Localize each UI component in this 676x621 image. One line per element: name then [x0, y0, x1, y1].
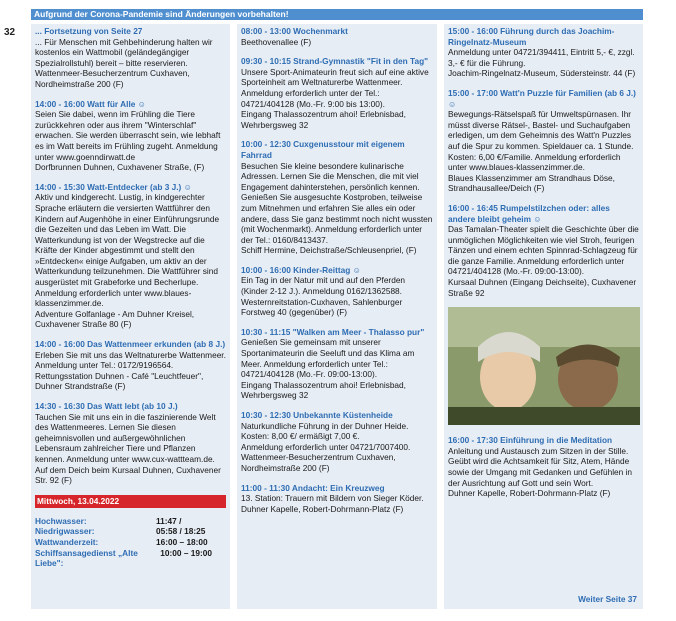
continuation-heading: ... Fortsetzung von Seite 27	[35, 26, 143, 36]
event-description: Genießen Sie gemeinsam mit unserer Sportanimateurin die Seeluft und das Klima am Meer. Anmeldung erforderlich unter Tel.: 04721/404128 (Mo.-Fr. 09:00-13:00). Eingang Thalassozentrum ahoi! Erlebnisbad, Wehrbergsweg 32	[241, 337, 415, 401]
event-description: Besuchen Sie kleine besondere kulinarische Adressen. Lernen Sie die Menschen, die mit viel Engagement dahinterstehen, persönlich kennen. Genießen Sie ausgesuchte Kostproben, teilweise zum Mitnehmen und erfahren Sie alles ein oder andere, dass Sie ganz bestimmt noch nicht wussten (mit Wochenmarkt). Anmeldung erforderlich unter der Tel.: 0160/8413437. Schiff Hermine, Deichstraße/Schleusenpriel, (F)	[241, 160, 433, 256]
event-entry	[448, 26, 639, 79]
event-heading: 14:00 - 16:00 Das Wattenmeer erkunden (ab 8 J.)	[35, 339, 226, 350]
event-entry	[448, 435, 639, 499]
event-heading: 09:30 - 10:15 Strand-Gymnastik "Fit in den Tag"	[241, 56, 429, 67]
tide-value: 10:00 – 19:00	[160, 547, 212, 558]
event-list	[448, 26, 639, 298]
event-entry	[241, 410, 433, 474]
event-heading: 08:00 - 13:00 Wochenmarkt	[241, 26, 348, 36]
event-heading: 16:00 - 17:30 Einführung in die Meditation	[448, 435, 613, 446]
tide-value: 05:58 / 18:25	[156, 526, 206, 537]
column-3	[444, 24, 643, 609]
theater-photo	[448, 307, 640, 425]
event-description: Anleitung und Austausch zum Sitzen in der Stille. Geübt wird die Achtsamkeit für Sitz, Atem, Hände sowie der Umgang mit Gedanken und Gefühlen in der Ausrichtung auf Gott und sein Wort. Duhner Kapelle, Robert-Dohrmann-Platz (F)	[448, 445, 633, 499]
event-heading: 10:00 - 12:30 Cuxgenusstour mit eigenem Fahrrad	[241, 139, 405, 160]
event-list	[241, 26, 433, 514]
tide-row	[35, 526, 226, 537]
event-heading: 10:30 - 12:30 Unbekannte Küstenheide	[241, 410, 393, 420]
event-entry	[241, 483, 433, 515]
event-description: Seien Sie dabei, wenn im Frühling die Tiere zurückkehren oder aus ihrem "Winterschlaf" erwachen. Sie werden überrascht sein, wie lebhaft es im Watt bereits im Frühling zugeht. Anmeldung unter www.goenndirwatt.de Dorfbrunnen Duhnen, Cuxhavener Straße, (F)	[35, 109, 221, 173]
event-description: Anmeldung unter 04721/394411, Eintritt 5,- €, zzgl. 3,- € für die Führung. Joachim-Ringelnatz-Museum, Südersteinstr. 44 (F)	[448, 47, 636, 79]
column-1	[31, 24, 230, 609]
event-description: 13. Station: Trauern mit Bildern von Sieger Köder. Duhner Kapelle, Robert-Dohrmann-Platz (F)	[241, 493, 424, 514]
event-entry	[241, 139, 433, 256]
event-entry	[241, 56, 433, 130]
column-2	[237, 24, 437, 609]
event-heading: 14:00 - 15:30 Watt-Entdecker (ab 3 J.) ☺	[35, 181, 193, 192]
event-heading: 14:00 - 16:00 Watt für Alle ☺	[35, 98, 147, 109]
event-entry	[448, 88, 639, 194]
event-description: Bewegungs-Rätselspaß für Umweltspürnasen. Ihr müsst diverse Rätsel-, Bastel- und Suchaufgaben erledigen, um dem Geheimnis des Watt'n Puzzles auf die Spur zu kommen. Spieldauer ca. 1 Stunde. Kosten: 6,00 €/Familie. Anmeldung erforderlich unter www.blaues-klassenzimmer.de. Blaues Klassenzimmer am Strandhaus Döse, Strandhausallee/Deich (F)	[448, 109, 634, 194]
tide-row	[35, 537, 226, 548]
continue-page-note: Weiter Seite 37	[578, 594, 637, 605]
tide-row	[35, 548, 226, 569]
event-description: Naturkundliche Führung in der Duhner Heide. Kosten: 8,00 €/ ermäßigt 7,00 €. Anmeldung erforderlich unter 04721/7007400. Wattenmeer-Besucherzentrum Cuxhaven, Nordheimstraße 200 (F)	[241, 420, 411, 473]
continuation-text: ... Für Menschen mit Gehbehinderung halten wir kostenlos ein Wattmobil (geländegängiger Spezialrollstuhl) bereit – bitte reservieren. Wattenmeer-Besucherzentrum Cuxhaven, Nordheimstraße 200 (F)	[35, 36, 213, 89]
tide-table	[35, 516, 226, 569]
corona-notice-banner: Aufgrund der Corona-Pandemie sind Änderungen vorbehalten!	[31, 9, 643, 20]
event-description: Ein Tag in der Natur mit und auf den Pferden (Kinder 2-12 J.). Anmeldung 0162/1362588. Westernreitstation-Cuxhaven, Sahlenburger Forstweg 40 (gegenüber) (F)	[241, 275, 406, 318]
event-description: Tauchen Sie mit uns ein in die faszinierende Welt des Wattenmeeres. Lernen Sie diesen geheimnisvollen und außergewöhnlichen Lebensraum zahlreicher Tiere und Pflanzen kennen. Anmeldung unter www.cux-wattteam.de. Auf dem Deich beim Kursaal Duhnen, Cuxhavener Str. 92 (F)	[35, 411, 221, 486]
event-entry	[241, 327, 433, 401]
event-entry	[35, 401, 226, 486]
event-entry	[241, 265, 433, 318]
tide-label: Schiffsansagedienst „Alte Liebe":	[35, 547, 138, 569]
event-description: Erleben Sie mit uns das Weltnaturerbe Wattenmeer. Anmeldung unter Tel.: 0172/9196564. Rettungsstation Duhnen - Café "Leuchtfeuer", Duhner Strandstraße (F)	[35, 349, 226, 392]
event-description: Aktiv und kindgerecht. Lustig, in kindgerechter Sprache erläutern die versierten Wattführer den Kindern auf Augenhöhe in einer Einführungsrunde die Gezeiten und das Leben im Watt. Die Watterkundung ist von der Wegstrecke auf die Kräfte der Kinder abgestimmt und stellt den »Entdecken« einige Aufgaben, um aktiv an der Watterkundung teilzunehmen. Die Wattführer sind ausgerüstet mit Grabeforke und Becherlupe. Anmeldung erforderlich unter www.blaues-klassenzimmer.de. Adventure Golfanlage - Am Duhner Kreisel, Cuxhavener Straße 80 (F)	[35, 192, 220, 330]
event-heading: 16:00 - 16:45 Rumpelstilzchen oder: alles andere bleibt geheim ☺	[448, 202, 610, 224]
tide-label: Niedrigwasser:	[35, 526, 95, 537]
event-list	[35, 99, 226, 486]
event-list	[448, 435, 639, 499]
event-heading: 15:00 - 17:00 Watt'n Puzzle für Familien (ab 6 J.) ☺	[448, 87, 636, 109]
event-description: Unsere Sport-Animateurin freut sich auf eine aktive Sporteinheit am Weltnaturerbe Wattenmeer. Anmeldung erforderlich unter der Tel.: 04721/404128 (Mo.-Fr. 9:00 bis 13:00). Eingang Thalassozentrum ahoi! Erlebnisbad, Wehrbergsweg 32	[241, 66, 429, 130]
event-description: Beethovenallee (F)	[241, 36, 312, 47]
event-entry	[241, 26, 433, 47]
event-description: Das Tamalan-Theater spielt die Geschichte über die unmöglichen Möglichkeiten wie viel Stroh, feurigen Tänzen und einem echten Spinnrad-Schlagzeug für die ganze Familie. Anmeldung erforderlich unter 04721/404128 (Mo.-Fr. 09:00-13:00). Kursaal Duhnen (Eingang Deichseite), Cuxhavener Straße 92	[448, 224, 639, 298]
event-heading: 14:30 - 16:30 Das Watt lebt (ab 10 J.)	[35, 401, 178, 411]
tide-label: Hochwasser:	[35, 515, 87, 526]
event-entry	[448, 203, 639, 298]
event-entry	[35, 99, 226, 173]
tide-value: 16:00 – 18:00	[156, 536, 208, 547]
event-heading: 10:00 - 16:00 Kinder-Reittag ☺	[241, 264, 362, 275]
tide-value: 11:47 /	[156, 515, 182, 526]
event-entry	[35, 339, 226, 392]
tide-label: Wattwanderzeit:	[35, 536, 99, 547]
tide-row	[35, 516, 226, 527]
date-bar: Mittwoch, 13.04.2022	[35, 495, 226, 508]
event-entry	[35, 182, 226, 330]
event-heading: 15:00 - 16:00 Führung durch das Joachim-Ringelnatz-Museum	[448, 26, 615, 47]
event-heading: 10:30 - 11:15 "Walken am Meer - Thalasso pur"	[241, 326, 425, 337]
event-heading: 11:00 - 11:30 Andacht: Ein Kreuzweg	[241, 482, 385, 493]
page-number: 32	[4, 27, 16, 38]
